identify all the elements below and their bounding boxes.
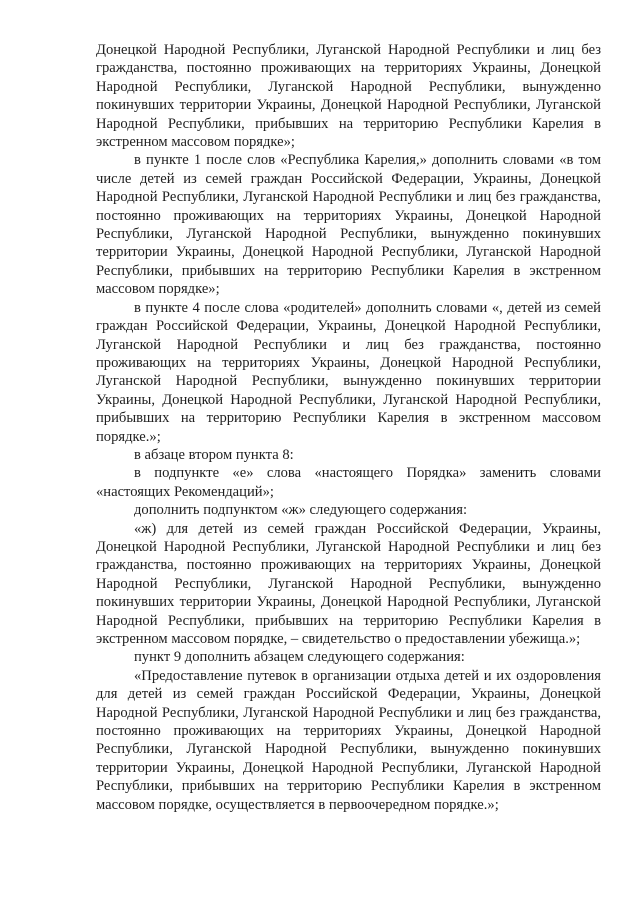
paragraph-subpoint-zh: «ж) для детей из семей граждан Российской Федерации, Украины, Донецкой Народной Республики, Луганской Народной Республики и лиц без гражданства, постоянно проживающих на территориях Украины, Донецкой Народной Республики, Луганской Народной Республики, вынужденно покинувших территории Украины, Донецкой Народной Республики, Луганской Народной Республики, прибывших на территорию Республики Карелия в экстренном массовом порядке, – свидетельство о предоставлении убежища.»; xyxy=(96,520,601,647)
paragraph-add-subpoint-zh: дополнить подпунктом «ж» следующего содержания: xyxy=(134,502,468,519)
paragraph-point-1: в пункте 1 после слов «Республика Карелия,» дополнить словами «в том числе детей из семей граждан Российской Федерации, Украины, Донецкой Народной Республики, Луганской Народной Республики и лиц без гражданства, постоянно проживающих на территориях Украины, Донецкой Народной Республики, Луганской Народной Республики, вынужденно покинувших территории Украины, Донецкой Народной Республики, Луганской Народной Республики, прибывших на территорию Республики Карелия в экстренном массовом порядке»; xyxy=(96,152,601,298)
paragraph-subpoint-e: в подпункте «е» слова «настоящего Порядка» заменить словами «настоящих Рекомендаций»; xyxy=(96,465,601,500)
paragraph-continuation: Донецкой Народной Республики, Луганской Народной Республики и лиц без гражданства, постоянно проживающих на территориях Украины, Донецкой Народной Республики, Луганской Народной Республики, вынужденно покинувших территории Украины, Донецкой Народной Республики, Луганской Народной Республики, прибывших на территорию Республики Карелия в экстренном массовом порядке»; xyxy=(96,42,601,151)
paragraph-point-9-text: «Предоставление путевок в организации отдыха детей и их оздоровления для детей из семей граждан Российской Федерации, Украины, Донецкой Народной Республики, Луганской Народной Республики и лиц без гражданства, постоянно проживающих на территориях Украины, Донецкой Народной Республики, Луганской Народной Республики, вынужденно покинувших территории Украины, Донецкой Народной Республики, Луганской Народной Республики, прибывших на территорию Республики Карелия в экстренном массовом порядке, осуществляется в первоочередном порядке.»; xyxy=(96,667,601,813)
paragraph-point-8-heading: в абзаце втором пункта 8: xyxy=(134,446,294,463)
paragraph-point-9-heading: пункт 9 дополнить абзацем следующего содержания: xyxy=(134,649,465,666)
paragraph-point-4: в пункте 4 после слова «родителей» дополнить словами «, детей из семей граждан Российской Федерации, Украины, Донецкой Народной Республики, Луганской Народной Республики и лиц без гражданства, постоянно проживающих на территориях Украины, Донецкой Народной Республики, Луганской Народной Республики, вынужденно покинувших территории Украины, Донецкой Народной Республики, Луганской Народной Республики, прибывших на территорию Республики Карелия в экстренном массовом порядке.»; xyxy=(96,299,601,445)
